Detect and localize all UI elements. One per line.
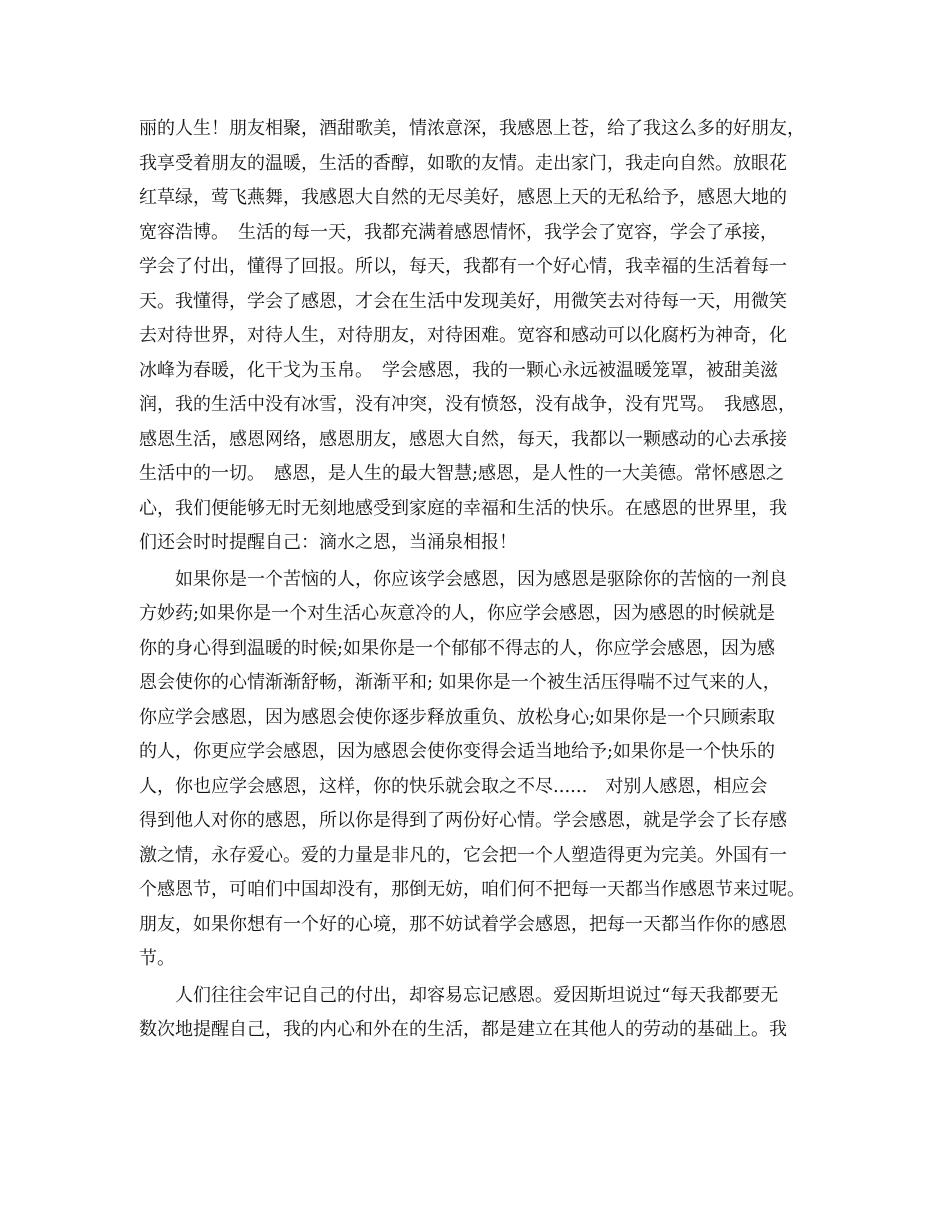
text-line: 个感恩节，可咱们中国却没有，那倒无妨，咱们何不把每一天都当作感恩节来过呢。 — [139, 879, 805, 900]
text-line: 你应学会感恩，因为感恩会使你逐步释放重负、放松身心;如果你是一个只顾索取 — [139, 706, 776, 728]
text-line: 去对待世界，对待人生，对待朋友，对待困难。宽容和感动可以化腐朽为神奇，化 — [139, 325, 787, 346]
text-line: 你的身心得到温暖的时候;如果你是一个郁郁不得志的人，你应学会感恩，因为感 — [139, 637, 776, 659]
text-line: 们还会时时提醒自己：滴水之恩，当涌泉相报！ — [139, 532, 517, 553]
text-line: 宽容浩博。 生活的每一天，我都充满着感恩情怀，我学会了宽容，学会了承接， — [139, 221, 778, 243]
text-line: 感恩生活，感恩网络，感恩朋友，感恩大自然，每天，我都以一颗感动的心去承接 — [139, 428, 787, 450]
text-line: 生活中的一切。 感恩，是人生的最大智慧;感恩，是人性的一大美德。常怀感恩之 — [139, 463, 785, 484]
text-line: 润，我的生活中没有冰雪，没有冲突，没有愤怒，没有战争，没有咒骂。 我感恩， — [139, 394, 796, 415]
text-line: 人，你也应学会感恩，这样，你的快乐就会取之不尽...... 对别人感恩，相应会 — [139, 775, 768, 797]
text-line: 天。我懂得，学会了感恩，才会在生活中发现美好，用微笑去对待每一天，用微笑 — [139, 290, 787, 312]
text-line: 我享受着朋友的温暖，生活的香醇，如歌的友情。走出家门，我走向自然。放眼花 — [139, 152, 787, 174]
text-line: 丽的人生！朋友相聚，酒甜歌美，情浓意深，我感恩上苍，给了我这么多的好朋友， — [139, 118, 805, 139]
text-line: 数次地提醒自己，我的内心和外在的生活，都是建立在其他人的劳动的基础上。我 — [139, 1019, 787, 1040]
text-line: 恩会使你的心情渐渐舒畅，渐渐平和; 如果你是一个被生活压得喘不过气来的人， — [139, 672, 781, 693]
text-line: 朋友，如果你想有一个好的心境，那不妨试着学会感恩，把每一天都当作你的感恩 — [139, 913, 787, 935]
text-line: 学会了付出，懂得了回报。所以，每天，我都有一个好心情，我幸福的生活着每一 — [139, 256, 787, 277]
text-line: 方妙药;如果你是一个对生活心灰意冷的人，你应学会感恩，因为感恩的时候就是 — [139, 603, 776, 624]
text-line: 心，我们便能够无时无刻地感受到家庭的幸福和生活的快乐。在感恩的世界里，我 — [139, 497, 787, 519]
paragraph-first-line: 如果你是一个苦恼的人，你应该学会感恩，因为感恩是驱除你的苦恼的一剂良 — [175, 568, 787, 590]
text-line: 激之情，永存爱心。爱的力量是非凡的，它会把一个人塑造得更为完美。外国有一 — [139, 844, 787, 866]
text-line: 红草绿，莺飞燕舞，我感恩大自然的无尽美好，感恩上天的无私给予，感恩大地的 — [139, 187, 787, 208]
document-body — [139, 112, 829, 1048]
text-line: 节。 — [139, 948, 175, 969]
text-line: 得到他人对你的感恩，所以你是得到了两份好心情。学会感恩，就是学会了长存感 — [139, 810, 787, 831]
text-line: 冰峰为春暖，化干戈为玉帛。 学会感恩，我的一颗心永远被温暖笼罩，被甜美滋 — [139, 359, 778, 381]
paragraph-first-line: 人们往往会牢记自己的付出，却容易忘记感恩。爱因斯坦说过“每天我都要无 — [175, 984, 779, 1006]
text-line: 的人，你更应学会感恩，因为感恩会使你变得会适当地给予;如果你是一个快乐的 — [139, 741, 776, 762]
